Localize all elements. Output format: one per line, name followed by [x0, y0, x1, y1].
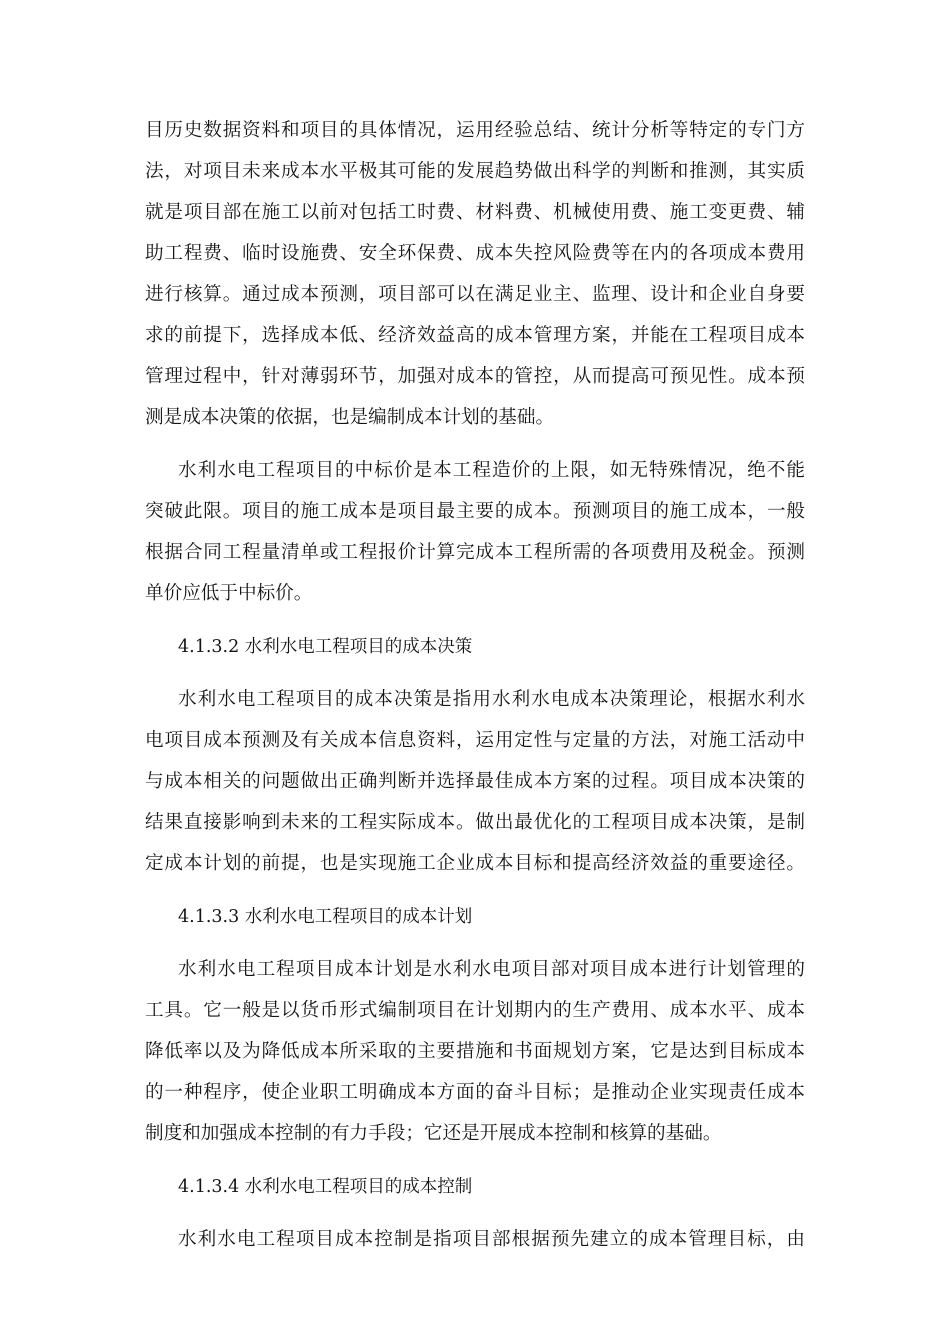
paragraph-line: 电项目成本预测及有关成本信息资料，运用定性与定量的方法，对施工活动中 [145, 730, 805, 751]
section-heading: 4.1.3.3 水利水电工程项目的成本计划 [178, 907, 473, 927]
paragraph-line: 降低率以及为降低成本所采取的主要措施和书面规划方案，它是达到目标成本 [145, 1041, 805, 1062]
paragraph-line: 水利水电工程项目成本控制是指项目部根据预先建立的成本管理目标，由 [178, 1229, 805, 1250]
paragraph-line: 制度和加强成本控制的有力手段；它还是开展成本控制和核算的基础。 [145, 1123, 722, 1144]
paragraph-line: 单价应低于中标价。 [145, 583, 313, 604]
paragraph-line: 水利水电工程项目成本计划是水利水电项目部对项目成本进行计划管理的 [178, 959, 805, 980]
paragraph-line: 求的前提下，选择成本低、经济效益高的成本管理方案，并能在工程项目成本 [145, 325, 805, 346]
paragraph-line: 水利水电工程项目的成本决策是指用水利水电成本决策理论，根据水利水 [178, 689, 805, 710]
paragraph-line: 结果直接影响到未来的工程实际成本。做出最优化的工程项目成本决策，是制 [145, 812, 805, 833]
paragraph-line: 就是项目部在施工以前对包括工时费、材料费、机械使用费、施工变更费、辅 [145, 202, 805, 223]
paragraph-line: 测是成本决策的依据，也是编制成本计划的基础。 [145, 407, 555, 428]
paragraph-line: 法，对项目未来成本水平极其可能的发展趋势做出科学的判断和推测，其实质 [145, 161, 805, 182]
paragraph-line: 水利水电工程项目的中标价是本工程造价的上限，如无特殊情况，绝不能 [178, 460, 805, 481]
paragraph-line: 与成本相关的问题做出正确判断并选择最佳成本方案的过程。项目成本决策的 [145, 771, 805, 792]
paragraph-line: 助工程费、临时设施费、安全环保费、成本失控风险费等在内的各项成本费用 [145, 243, 805, 264]
paragraph-line: 进行核算。通过成本预测，项目部可以在满足业主、监理、设计和企业自身要 [145, 284, 805, 305]
paragraph-line: 的一种程序，使企业职工明确成本方面的奋斗目标；是推动企业实现责任成本 [145, 1082, 805, 1103]
paragraph-line: 根据合同工程量清单或工程报价计算完成本工程所需的各项费用及税金。预测 [145, 542, 805, 563]
paragraph-line: 工具。它一般是以货币形式编制项目在计划期内的生产费用、成本水平、成本 [145, 1000, 805, 1021]
section-heading: 4.1.3.4 水利水电工程项目的成本控制 [178, 1177, 473, 1197]
paragraph-line: 目历史数据资料和项目的具体情况，运用经验总结、统计分析等特定的专门方 [145, 120, 805, 141]
paragraph-line: 管理过程中，针对薄弱环节，加强对成本的管控，从而提高可预见性。成本预 [145, 366, 805, 387]
paragraph-line: 定成本计划的前提，也是实现施工企业成本目标和提高经济效益的重要途径。 [145, 853, 805, 874]
section-heading: 4.1.3.2 水利水电工程项目的成本决策 [178, 637, 473, 657]
paragraph-line: 突破此限。项目的施工成本是项目最主要的成本。预测项目的施工成本，一般 [145, 501, 805, 522]
